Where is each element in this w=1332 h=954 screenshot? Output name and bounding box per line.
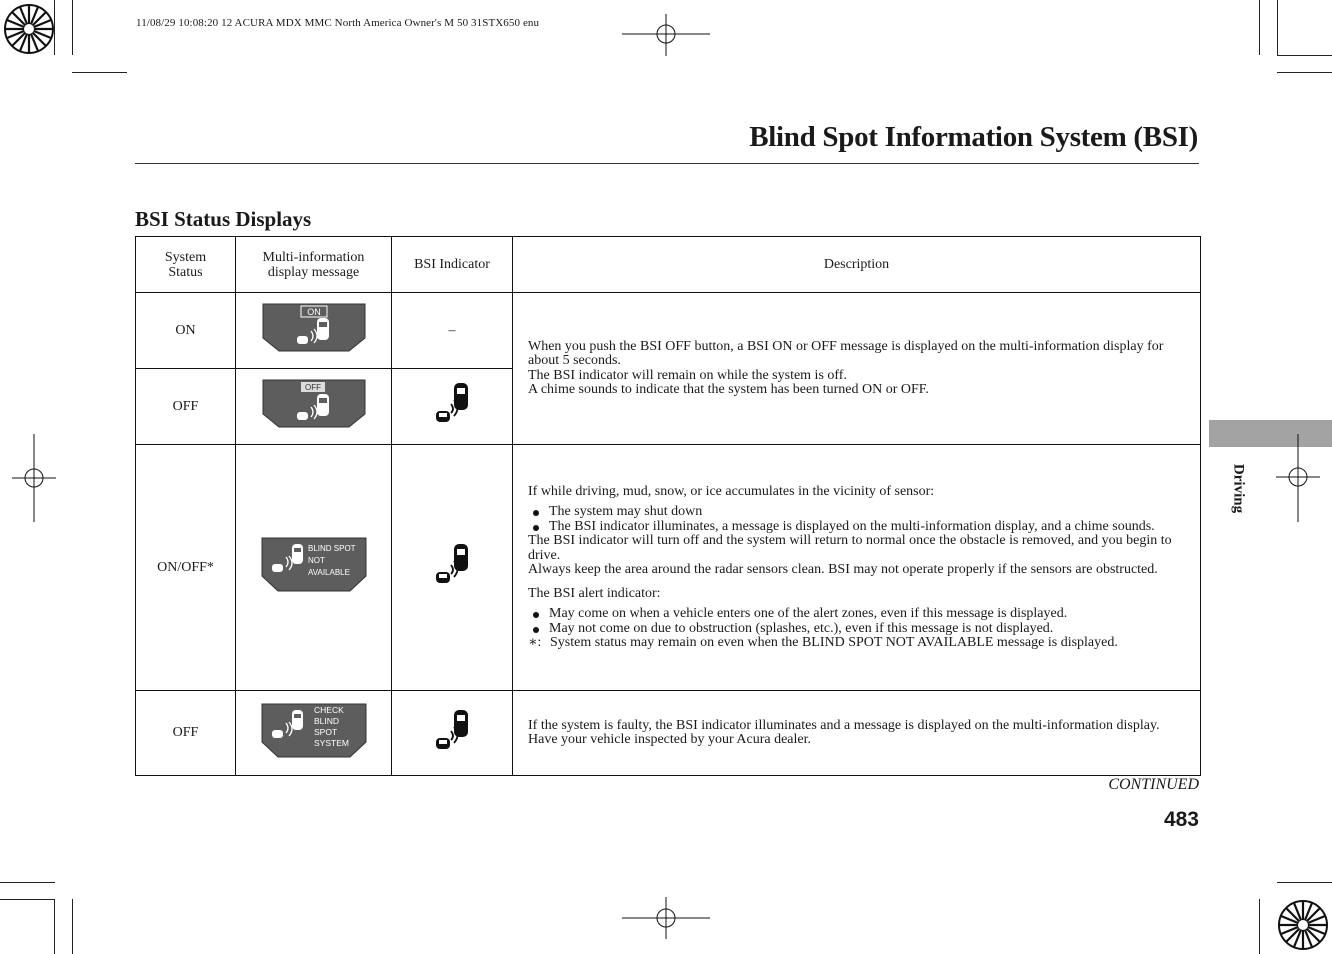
header-bsi-indicator: BSI Indicator — [392, 237, 513, 293]
status-cell: OFF — [136, 691, 236, 776]
crop-mark — [0, 899, 55, 900]
list-item: The system may shut down — [528, 505, 1190, 520]
footnote: ∗: System status may remain on even when the BLIND SPOT NOT AVAILABLE message is displayed. — [528, 635, 1118, 650]
side-tab-label: Driving — [1230, 463, 1247, 514]
indicator-cell — [392, 369, 513, 445]
crop-mark — [1277, 72, 1332, 73]
display-on-text: ON — [306, 307, 321, 317]
status-cell: ON/OFF* — [136, 445, 236, 691]
crop-mark — [72, 899, 73, 954]
description-onoff: When you push the BSI OFF button, a BSI ON or OFF message is displayed on the multi-information display for about 5 seconds. The BSI indicator will remain on while the system is off. A chime sounds to indicate that the system has been turned ON or OFF. — [513, 293, 1201, 445]
description-fault: If the system is faulty, the BSI indicator illuminates and a message is displayed on the multi-information display. Have your vehicle inspected by your Acura dealer. — [513, 691, 1201, 776]
registration-wheel-icon — [0, 0, 62, 62]
display-off-text: OFF — [304, 383, 321, 392]
status-cell: OFF — [136, 369, 236, 445]
crop-mark — [72, 0, 73, 55]
crop-mark — [1277, 55, 1332, 56]
display-line: BLIND — [313, 715, 339, 726]
indicator-cell — [392, 445, 513, 691]
print-meta: 11/08/29 10:08:20 12 ACURA MDX MMC North America Owner's M 50 31STX650 enu — [136, 17, 540, 29]
header-system-status: System Status — [136, 237, 236, 293]
crop-mark — [1259, 899, 1260, 954]
bsi-status-table — [135, 236, 1201, 776]
table-row — [136, 445, 1201, 691]
display-cell — [236, 691, 392, 776]
list-item: May not come on due to obstruction (splashes, etc.), even if this message is not displayed. — [528, 622, 1190, 637]
alert-bullet-list — [528, 607, 1190, 636]
page-number: 483 — [1163, 808, 1199, 831]
mid-display-check-system — [258, 702, 370, 760]
display-line: SPOT — [313, 726, 337, 737]
display-cell — [236, 445, 392, 691]
table-row — [136, 691, 1201, 776]
table-row — [136, 293, 1201, 369]
list-item: The BSI indicator illuminates, a message is displayed on the multi-information display, and a chime sounds. — [528, 520, 1190, 535]
header-mid-message: Multi-information display message — [236, 237, 392, 293]
mid-display-on — [259, 302, 369, 354]
indicator-cell — [392, 691, 513, 776]
display-line: NOT — [307, 556, 325, 565]
crop-mark — [54, 899, 55, 954]
indicator-cell: – — [392, 293, 513, 369]
page-title: Blind Spot Information System (BSI) — [749, 121, 1198, 153]
crosshair-icon — [12, 434, 56, 522]
list-item: May come on when a vehicle enters one of the alert zones, even if this message is displayed. — [528, 607, 1190, 622]
section-heading: BSI Status Displays — [135, 207, 312, 231]
crosshair-icon — [622, 14, 710, 56]
display-line: BLIND SPOT — [307, 544, 356, 553]
crop-mark — [72, 72, 127, 73]
display-cell — [236, 369, 392, 445]
crop-mark — [1277, 882, 1332, 883]
description-not-available: If while driving, mud, snow, or ice accumulates in the vicinity of sensor: The system may shut down The BSI indicator illuminates, a message is displayed on the multi-information display, and a chime sounds. The BSI indicator will turn off and the system will return to normal once the obstacle is removed, and you begin to drive. Always keep the area around the radar sensors clean. BSI may not operate properly if the sensors are obstructed. The BSI alert indicator: May come on when a vehicle enters one of the alert zones, even if this message is displayed. May not come on due to obstruction (splashes, etc.), even if this message is not displayed. ∗: System status may remain on even when the BLIND SPOT NOT AVAILABLE message is displayed. — [513, 445, 1201, 691]
bsi-indicator-icon — [432, 708, 472, 754]
crosshair-icon — [1276, 434, 1320, 522]
title-rule — [135, 163, 1199, 164]
bsi-indicator-icon — [432, 381, 472, 427]
crosshair-icon — [622, 897, 710, 939]
table-header-row — [136, 237, 1201, 293]
display-line: AVAILABLE — [307, 568, 350, 577]
crop-mark — [1259, 0, 1260, 55]
header-description: Description — [513, 237, 1201, 293]
bsi-indicator-icon — [432, 542, 472, 588]
status-cell: ON — [136, 293, 236, 369]
display-line: SYSTEM — [313, 737, 349, 748]
sensor-bullet-list — [528, 505, 1190, 534]
crop-mark — [1277, 0, 1278, 55]
display-cell — [236, 293, 392, 369]
crop-mark — [54, 0, 55, 55]
mid-display-off — [259, 378, 369, 430]
registration-wheel-icon — [1272, 892, 1332, 954]
crop-mark — [0, 882, 55, 883]
continued-label: CONTINUED — [1108, 776, 1199, 793]
footnote-mark: ∗: — [528, 635, 542, 650]
display-line: CHECK — [313, 704, 344, 715]
mid-display-not-available — [258, 536, 370, 594]
